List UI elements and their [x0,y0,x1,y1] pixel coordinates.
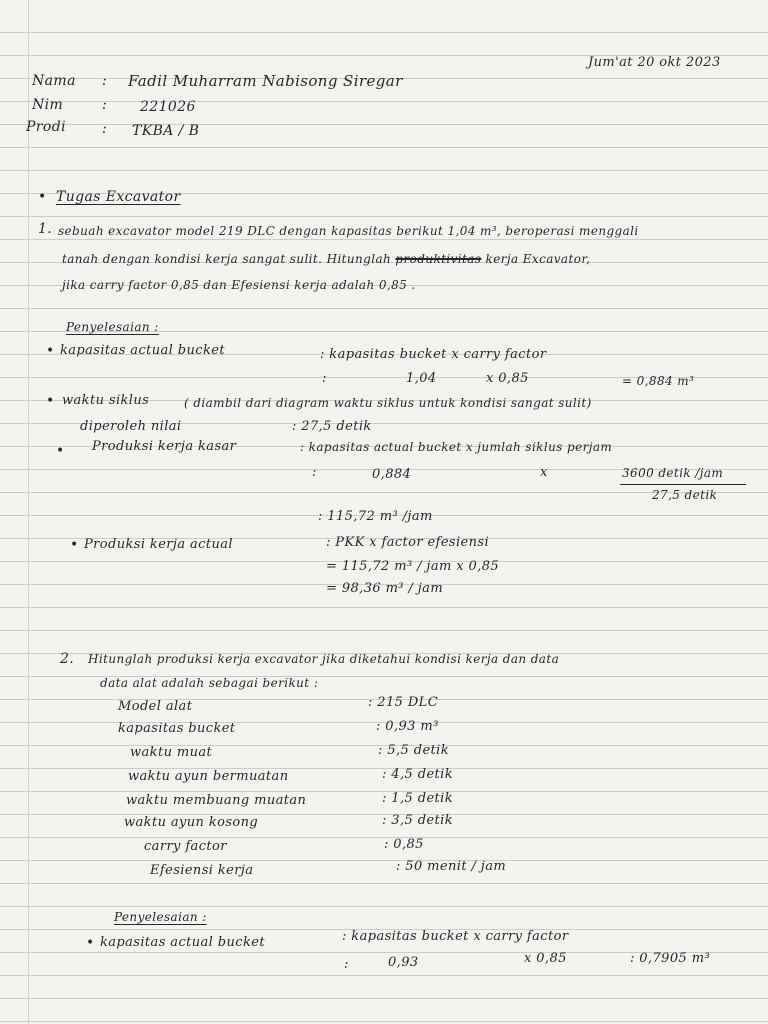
b1-calc-op: x 0,85 [524,951,567,966]
a1-calc-result: = 0,884 m³ [622,374,695,388]
margin-line [28,0,29,1024]
a3-formula: : kapasitas actual bucket x jumlah siklus perjam [300,440,613,454]
q1-line3: jika carry factor 0,85 dan Efesiensi kerja adalah 0,85 . [62,278,416,292]
q2-item-label: waktu ayun kosong [124,815,259,830]
a4-label: Produksi kerja actual [84,537,233,552]
a4-result: = 98,36 m³ / jam [326,581,444,596]
q1-line1: sebuah excavator model 219 DLC dengan kapasitas berikut 1,04 m³, beroperasi menggali [58,224,639,238]
q2-item-label: Model alat [118,699,193,714]
a3-denominator: 27,5 detik [652,488,718,502]
a1-bullet: • [46,343,55,359]
a1-colon: : [322,371,327,386]
a4-bullet: • [70,537,79,553]
q2-item-value: : 4,5 detik [382,767,453,782]
nama-value: Fadil Muharram Nabisong Siregar [128,72,403,90]
q2-item-label: Efesiensi kerja [150,863,254,878]
title-bullet: • [38,189,47,205]
q2-item-value: : 215 DLC [368,695,439,710]
a3-label: Produksi kerja kasar [92,439,237,454]
nim-value: 221026 [140,99,196,115]
b1-label: kapasitas actual bucket [100,935,265,950]
a2-line2: diperoleh nilai [80,419,182,434]
prodi-value: TKBA / B [132,123,200,139]
a2-text: ( diambil dari diagram waktu siklus untuk kondisi sangat sulit) [184,396,592,410]
q2-item-value: : 0,93 m³ [376,719,439,734]
solution1-title: Penyelesaian : [66,320,159,334]
a1-formula: : kapasitas bucket x carry factor [320,347,547,362]
a3-bullet: • [56,443,65,459]
q2-item-value: : 5,5 detik [378,743,449,758]
q2-item-value: : 50 menit / jam [396,859,507,874]
q2-item-value: : 0,85 [384,837,424,852]
q2-item-label: carry factor [144,839,227,854]
q2-number: 2. [60,651,75,667]
q1-struck-word: produktivitas [395,252,482,266]
a3-colon: : [312,465,317,480]
a3-result: : 115,72 m³ /jam [318,509,433,524]
a4-formula: : PKK x factor efesiensi [326,535,490,550]
q2-item-value: : 1,5 detik [382,791,453,806]
task-title: Tugas Excavator [56,189,181,205]
b1-colon: : [344,957,349,972]
nim-label: Nim [32,97,64,113]
a2-value: : 27,5 detik [292,419,372,434]
q1-number: 1. [38,221,53,237]
a4-calc: = 115,72 m³ / jam x 0,85 [326,559,500,574]
q2-item-label: waktu muat [130,745,213,760]
a3-calc-a: 0,884 [372,467,412,482]
q2-item-label: waktu membuang muatan [126,793,307,808]
a1-label: kapasitas actual bucket [60,343,225,358]
solution2-title: Penyelesaian : [114,910,207,924]
q1-line2: tanah dengan kondisi kerja sangat sulit. Hitunglah produktivitas kerja Excavator, [62,252,591,266]
prodi-colon: : [102,121,108,137]
q2-line1: Hitunglah produksi kerja excavator jika diketahui kondisi kerja dan data [88,652,560,666]
a3-calc-op: x [540,465,548,480]
q2-item-label: kapasitas bucket [118,721,236,736]
b1-formula: : kapasitas bucket x carry factor [342,929,569,944]
a1-calc-a: 1,04 [406,371,437,386]
nama-colon: : [102,73,108,89]
q2-line2: data alat adalah sebagai berikut : [100,676,319,690]
a1-calc-op: x 0,85 [486,371,529,386]
b1-bullet: • [86,935,95,951]
a3-numerator: 3600 detik /jam [622,466,724,480]
b1-calc-result: : 0,7905 m³ [630,951,711,966]
a2-label: waktu siklus [62,393,150,408]
prodi-label: Prodi [26,119,66,135]
q2-item-label: waktu ayun bermuatan [128,769,289,784]
b1-calc-a: 0,93 [388,955,419,970]
nim-colon: : [102,97,108,113]
date: Jum'at 20 okt 2023 [588,55,721,70]
a3-fraction-line [620,484,746,485]
nama-label: Nama [32,73,76,89]
a2-bullet: • [46,393,55,409]
q2-item-value: : 3,5 detik [382,813,453,828]
